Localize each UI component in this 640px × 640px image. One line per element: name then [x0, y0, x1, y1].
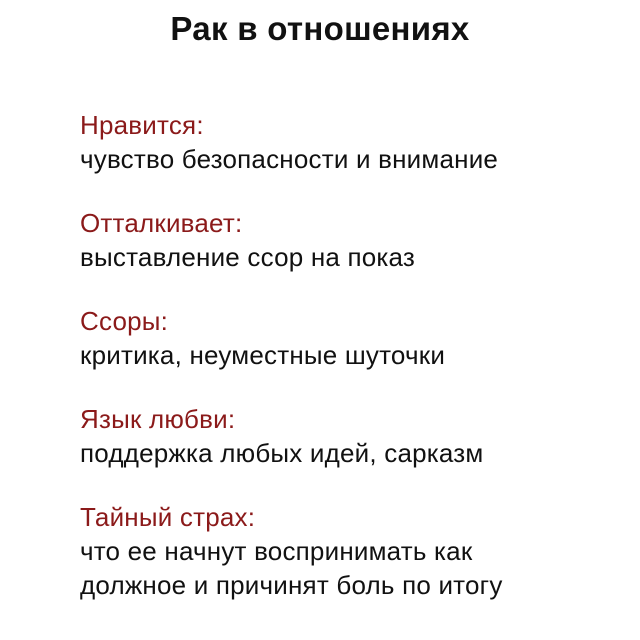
section-value [80, 240, 625, 274]
section-love-language [80, 402, 625, 470]
section-value-line: что ее начнут воспринимать как [80, 536, 473, 566]
section-value-line: должное и причинят боль по итогу [80, 570, 503, 600]
section-repels [80, 206, 625, 274]
section-label: Ссоры: [80, 306, 169, 336]
trait-list [80, 108, 625, 632]
section-value [80, 436, 625, 470]
section-value [80, 534, 625, 602]
section-label: Язык любви: [80, 404, 236, 434]
section-label: Отталкивает: [80, 208, 243, 238]
section-likes [80, 108, 625, 176]
section-value [80, 338, 625, 372]
section-value-line: критика, неуместные шуточки [80, 340, 446, 370]
section-value-line: поддержка любых идей, сарказм [80, 438, 484, 468]
section-quarrels [80, 304, 625, 372]
section-value-line: чувство безопасности и внимание [80, 144, 499, 174]
section-label: Нравится: [80, 110, 204, 140]
section-secret-fear [80, 500, 625, 602]
section-value-line: выставление ссор на показ [80, 242, 416, 272]
page-title: Рак в отношениях [170, 10, 470, 47]
section-label: Тайный страх: [80, 502, 256, 532]
section-value [80, 142, 625, 176]
